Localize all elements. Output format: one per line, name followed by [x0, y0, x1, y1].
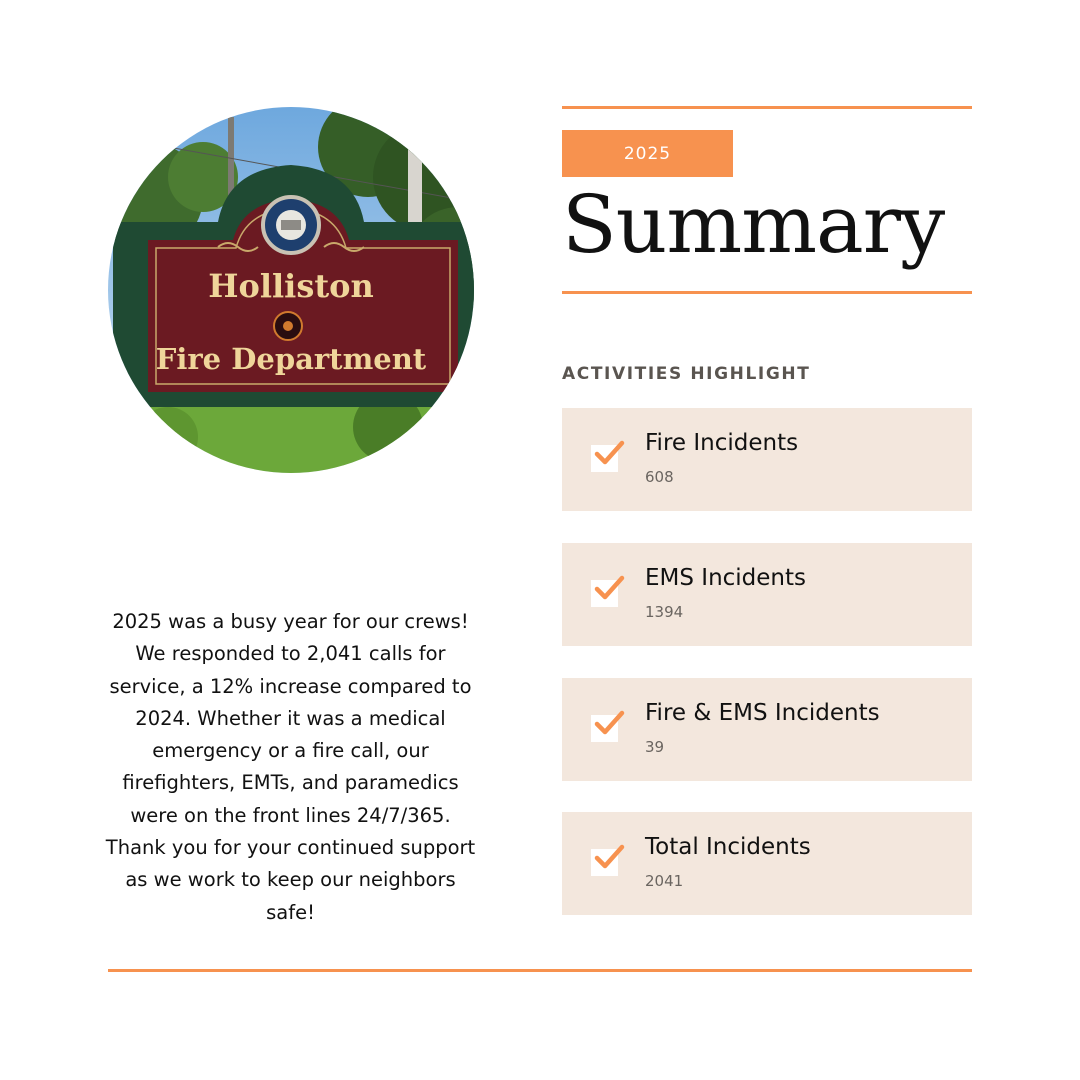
checkbox [591, 849, 618, 876]
stat-label: EMS Incidents [645, 565, 807, 591]
check-icon [593, 437, 625, 469]
year-badge: 2025 [562, 130, 733, 177]
page-title: Summary [562, 178, 945, 271]
bottom-divider [108, 969, 972, 972]
stat-value: 39 [645, 738, 665, 756]
sign-line2: Fire Department [155, 342, 427, 376]
checkbox [591, 445, 618, 472]
title-divider [562, 291, 972, 294]
stat-value: 2041 [645, 872, 684, 890]
department-sign-photo [108, 107, 474, 473]
check-icon [593, 841, 625, 873]
stat-card-ems [562, 543, 972, 646]
stat-card-fire [562, 408, 972, 511]
stat-card-total [562, 812, 972, 915]
intro-paragraph: 2025 was a busy year for our crews! We responded to 2,041 calls for service, a 12% increase compared to 2024. Whether it was a medical emergency or a fire call, our firefighters, EMTs, and paramedics were on the front lines 24/7/365. Thank you for your continued support as we work to keep our neighbors safe! [105, 610, 476, 924]
check-icon [593, 707, 625, 739]
check-icon [593, 572, 625, 604]
stat-label: Total Incidents [645, 834, 811, 860]
section-heading: ACTIVITIES HIGHLIGHT [562, 364, 811, 384]
checkbox [591, 580, 618, 607]
stat-value: 1394 [645, 603, 684, 621]
stat-label: Fire Incidents [645, 430, 799, 456]
stat-card-fire-ems [562, 678, 972, 781]
sign-line1: Holliston [208, 267, 374, 305]
stat-value: 608 [645, 468, 674, 486]
stat-label: Fire & EMS Incidents [645, 700, 880, 726]
checkbox [591, 715, 618, 742]
top-divider [562, 106, 972, 109]
